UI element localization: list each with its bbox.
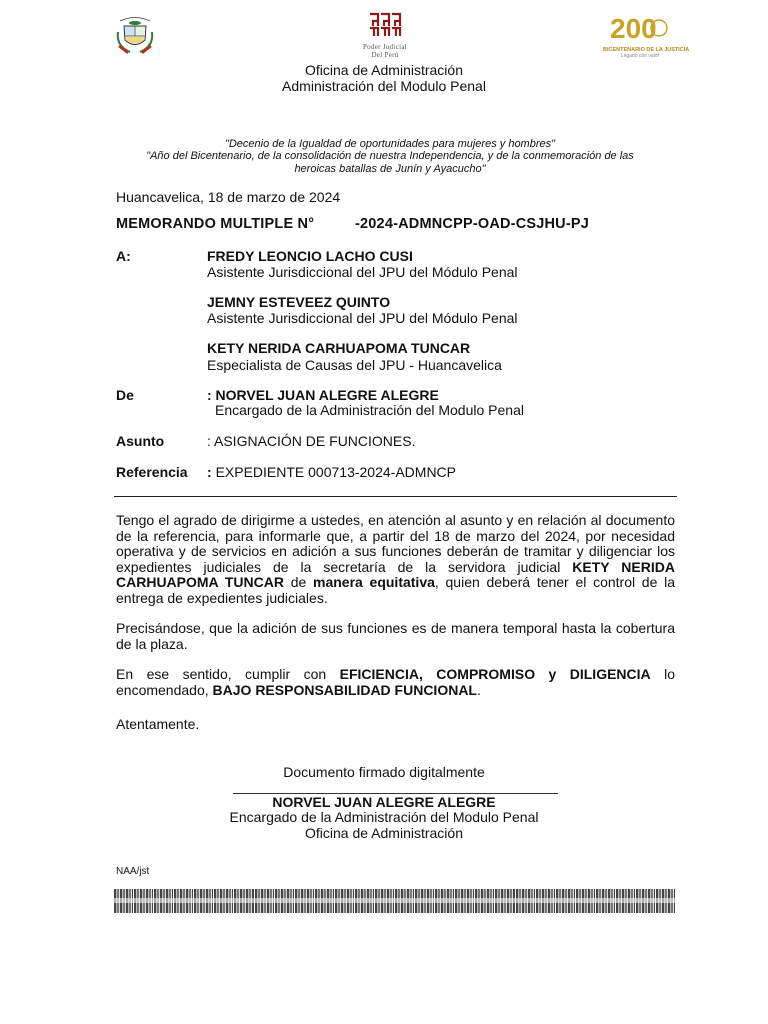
from-label: De — [116, 387, 134, 403]
body-emphasis: manera equitativa — [313, 574, 435, 591]
year-quote-line1: "Año del Bicentenario, de la consolidación de nuestra Independencia, y de la conmemoración de las — [146, 150, 634, 162]
recipient-name: JEMNY ESTEVEEZ QUINTO — [207, 294, 391, 310]
signer-name: NORVEL JUAN ALEGRE ALEGRE — [272, 794, 496, 810]
reference-prefix: : — [207, 464, 216, 480]
subject-label: Asunto — [116, 433, 165, 449]
reference-label: Referencia — [116, 464, 188, 480]
year-quote — [120, 150, 660, 175]
from-name: : NORVEL JUAN ALEGRE ALEGRE — [207, 387, 439, 403]
reference-value — [207, 464, 456, 480]
body-text: Tengo el agrado de dirigirme a ustedes, en atención al asunto y en relación al documento de la referencia, para informarle que, a partir del 18 de marzo del 2024, por necesidad operativa y de servicios en adición a sus funciones deberán de tramitar y diligenciar los expedientes judiciales de la secretaría de la servidora judicial — [116, 512, 675, 575]
decade-quote: "Decenio de la Igualdad de oportunidades para mujeres y hombres" — [224, 138, 556, 150]
signer-office: Oficina de Administración — [305, 825, 463, 841]
recipient-name: FREDY LEONCIO LACHO CUSI — [207, 248, 413, 264]
recipients-label: A: — [116, 248, 131, 264]
body-text: , quien deberá tener el control de la entrega de expedientes judiciales. — [116, 574, 676, 606]
bicentenario-anos: años — [655, 27, 667, 33]
body-text: En ese sentido, cumplir con — [116, 666, 340, 682]
peru-coat-of-arms-icon — [114, 12, 156, 58]
subject-value: : ASIGNACIÓN DE FUNCIONES. — [207, 433, 416, 449]
poder-judicial-logo — [352, 12, 418, 58]
poder-judicial-logo-line1: Poder Judicial — [362, 43, 408, 51]
bicentenario-200-logo-icon — [605, 12, 675, 42]
body-emphasis: KETY NERIDA CARHUAPOMA TUNCAR — [116, 558, 675, 591]
body-emphasis: EFICIENCIA, COMPROMISO y DILIGENCIA — [339, 666, 651, 682]
reference-number: EXPEDIENTE 000713-2024-ADMNCP — [215, 464, 456, 480]
poder-judicial-logo-line2: Del Perú — [371, 51, 399, 59]
bicentenario-logo-line1: BICENTENARIO DE LA JUSTICIA — [603, 47, 690, 53]
body-text: . — [477, 681, 481, 698]
from-role: Encargado de la Administración del Modulo Penal — [215, 402, 524, 418]
office-name: Oficina de Administración — [305, 62, 463, 78]
year-quote-line2: heroicas batallas de Junín y Ayacucho" — [294, 162, 486, 175]
body-paragraph-1 — [116, 513, 675, 607]
memo-number: -2024-ADMNCPP-OAD-CSJHU-PJ — [355, 216, 590, 232]
closing-salutation: Atentamente. — [116, 716, 200, 732]
body-text: lo encomendado, — [116, 666, 675, 698]
office-subname: Administración del Modulo Penal — [282, 78, 486, 94]
typist-initials: NAA/jst — [116, 866, 150, 877]
bicentenario-logo — [603, 12, 690, 59]
recipient-role: Asistente Jurisdiccional del JPU del Módulo Penal — [207, 264, 518, 280]
body-paragraph-3 — [116, 667, 675, 698]
digital-signature-barcode-icon — [114, 889, 676, 913]
signer-role: Encargado de la Administración del Modulo Penal — [229, 809, 539, 825]
recipient-role: Asistente Jurisdiccional del JPU del Módulo Penal — [207, 310, 518, 326]
digital-signature-note: Documento firmado digitalmente — [283, 764, 485, 780]
recipient-name: KETY NERIDA CARHUAPOMA TUNCAR — [207, 340, 471, 356]
recipient-role: Especialista de Causas del JPU - Huancavelica — [207, 357, 502, 373]
poder-judicial-logo-icon — [368, 12, 402, 38]
bicentenario-logo-line2: Legado con valor — [620, 53, 660, 59]
document-date: Huancavelica, 18 de marzo de 2024 — [116, 189, 341, 205]
body-emphasis: BAJO RESPONSABILIDAD FUNCIONAL — [212, 681, 477, 698]
body-text: de — [283, 574, 314, 591]
header-divider — [114, 496, 677, 497]
bicentenario-number: 200 — [610, 13, 657, 42]
memo-title: MEMORANDO MULTIPLE N° — [116, 216, 315, 232]
body-paragraph-2: Precisándose, que la adición de sus funciones es de manera temporal hasta la cobertura de la plaza. — [116, 620, 675, 652]
